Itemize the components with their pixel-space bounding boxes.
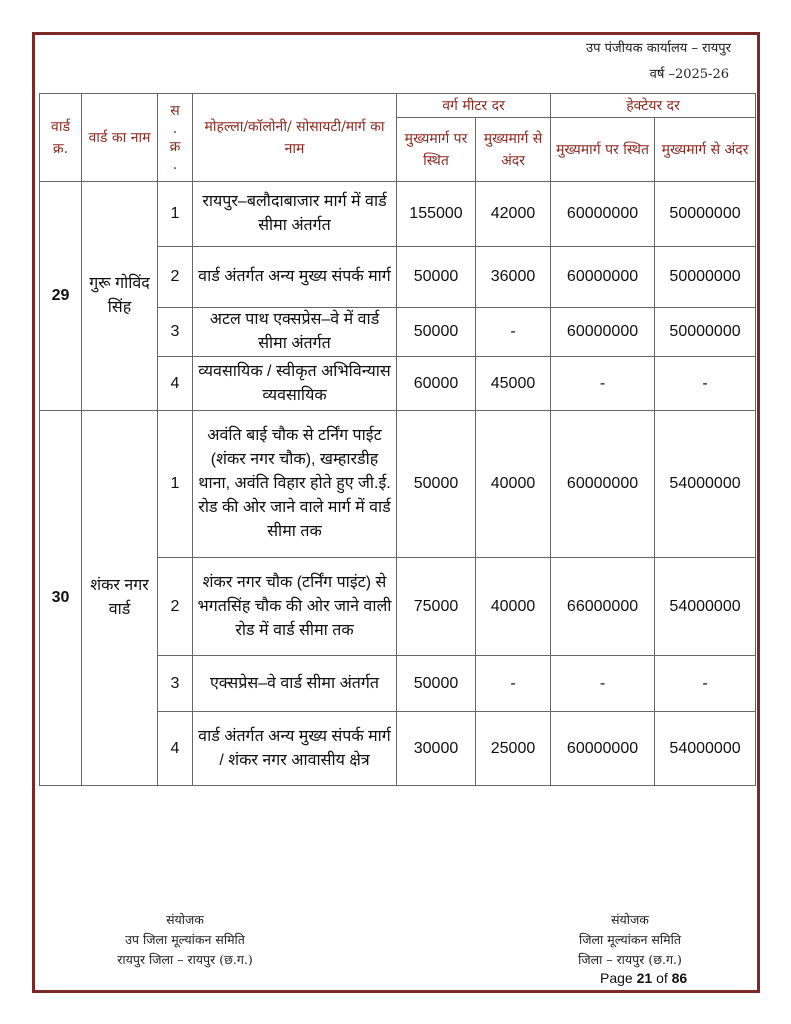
col-group-sqm: वर्ग मीटर दर: [397, 94, 551, 118]
rate-table: [39, 93, 756, 786]
ward-name: गुरू गोविंद सिंह: [82, 182, 158, 411]
sqm-on-main-cell: 60000: [397, 357, 476, 411]
serial-cell: 4: [158, 357, 193, 411]
ha-inside-cell: 54000000: [655, 411, 756, 558]
ha-inside-cell: 54000000: [655, 558, 756, 656]
signatory-right-district: जिला – रायपुर (छ.ग.): [578, 952, 682, 967]
ward-name: शंकर नगर वार्ड: [82, 411, 158, 786]
signatory-left-committee: उप जिला मूल्यांकन समिति: [125, 932, 245, 947]
sqm-inside-cell: 40000: [476, 411, 551, 558]
serial-cell: 1: [158, 182, 193, 247]
serial-cell: 3: [158, 656, 193, 712]
locality-cell: शंकर नगर चौक (टर्निंग पाइंट) से भगतसिंह चौक की ओर जाने वाली रोड में वार्ड सीमा तक: [193, 558, 397, 656]
ha-on-main-cell: -: [551, 357, 655, 411]
sqm-on-main-cell: 155000: [397, 182, 476, 247]
sqm-inside-cell: 40000: [476, 558, 551, 656]
col-serial: स . क्र .: [158, 94, 193, 182]
ha-on-main-cell: 60000000: [551, 411, 655, 558]
ha-on-main-cell: 60000000: [551, 247, 655, 308]
office-title: उप पंजीयक कार्यालय – रायपुर: [586, 41, 731, 56]
serial-cell: 2: [158, 558, 193, 656]
serial-cell: 4: [158, 712, 193, 786]
table-row: [40, 182, 756, 247]
signatory-right-committee: जिला मूल्यांकन समिति: [579, 932, 681, 947]
sqm-on-main-cell: 50000: [397, 411, 476, 558]
ha-on-main-cell: 66000000: [551, 558, 655, 656]
sqm-inside-cell: -: [476, 308, 551, 357]
ha-inside-cell: -: [655, 656, 756, 712]
ha-on-main-cell: 60000000: [551, 182, 655, 247]
serial-cell: 1: [158, 411, 193, 558]
signatory-right: [530, 910, 730, 970]
ha-on-main-cell: 60000000: [551, 308, 655, 357]
col-ha-on-main: मुख्यमार्ग पर स्थित: [551, 118, 655, 182]
signatory-left-title: संयोजक: [166, 912, 204, 927]
locality-cell: वार्ड अंतर्गत अन्य मुख्य संपर्क मार्ग / शंकर नगर आवासीय क्षेत्र: [193, 712, 397, 786]
signatory-left-district: रायपुर जिला – रायपुर (छ.ग.): [117, 952, 253, 967]
signatory-left: [70, 910, 300, 970]
ha-inside-cell: -: [655, 357, 756, 411]
table-row: [40, 411, 756, 558]
locality-cell: अटल पाथ एक्सप्रेस–वे में वार्ड सीमा अंतर्गत: [193, 308, 397, 357]
serial-cell: 2: [158, 247, 193, 308]
col-sqm-on-main: मुख्यमार्ग पर स्थित: [397, 118, 476, 182]
sqm-inside-cell: 42000: [476, 182, 551, 247]
sqm-on-main-cell: 50000: [397, 656, 476, 712]
ha-on-main-cell: 60000000: [551, 712, 655, 786]
locality-cell: एक्सप्रेस–वे वार्ड सीमा अंतर्गत: [193, 656, 397, 712]
sqm-inside-cell: 36000: [476, 247, 551, 308]
ha-on-main-cell: -: [551, 656, 655, 712]
serial-cell: 3: [158, 308, 193, 357]
col-ha-inside: मुख्यमार्ग से अंदर: [655, 118, 756, 182]
ha-inside-cell: 50000000: [655, 247, 756, 308]
sqm-on-main-cell: 30000: [397, 712, 476, 786]
year-label: वर्ष –2025-26: [649, 67, 729, 82]
ha-inside-cell: 54000000: [655, 712, 756, 786]
page-of: of: [656, 970, 668, 986]
col-sqm-inside: मुख्यमार्ग से अंदर: [476, 118, 551, 182]
page-prefix: Page: [600, 970, 633, 986]
locality-cell: रायपुर–बलौदाबाजार मार्ग में वार्ड सीमा अंतर्गत: [193, 182, 397, 247]
sqm-on-main-cell: 50000: [397, 247, 476, 308]
sqm-on-main-cell: 75000: [397, 558, 476, 656]
page-current: 21: [636, 970, 653, 986]
sqm-inside-cell: 45000: [476, 357, 551, 411]
page-total: 86: [671, 970, 688, 986]
locality-cell: वार्ड अंतर्गत अन्य मुख्य संपर्क मार्ग: [193, 247, 397, 308]
ward-number: 30: [40, 411, 82, 786]
col-ward-name: वार्ड का नाम: [82, 94, 158, 182]
ha-inside-cell: 50000000: [655, 308, 756, 357]
col-ward-no: वार्ड क्र.: [40, 94, 82, 182]
sqm-inside-cell: -: [476, 656, 551, 712]
sqm-inside-cell: 25000: [476, 712, 551, 786]
signatory-right-title: संयोजक: [611, 912, 649, 927]
page-number: [600, 970, 687, 986]
col-group-hectare: हेक्टेयर दर: [551, 94, 756, 118]
ha-inside-cell: 50000000: [655, 182, 756, 247]
col-locality: मोहल्ला/कॉलोनी/ सोसायटी/मार्ग का नाम: [193, 94, 397, 182]
locality-cell: व्यवसायिक / स्वीकृत अभिविन्यास व्यवसायिक: [193, 357, 397, 411]
sqm-on-main-cell: 50000: [397, 308, 476, 357]
ward-number: 29: [40, 182, 82, 411]
locality-cell: अवंति बाई चौक से टर्निंग पाईट (शंकर नगर चौक), खम्हारडीह थाना, अवंति विहार होते हुए जी.ई. रोड की ओर जाने वाले मार्ग में वार्ड सीमा तक: [193, 411, 397, 558]
